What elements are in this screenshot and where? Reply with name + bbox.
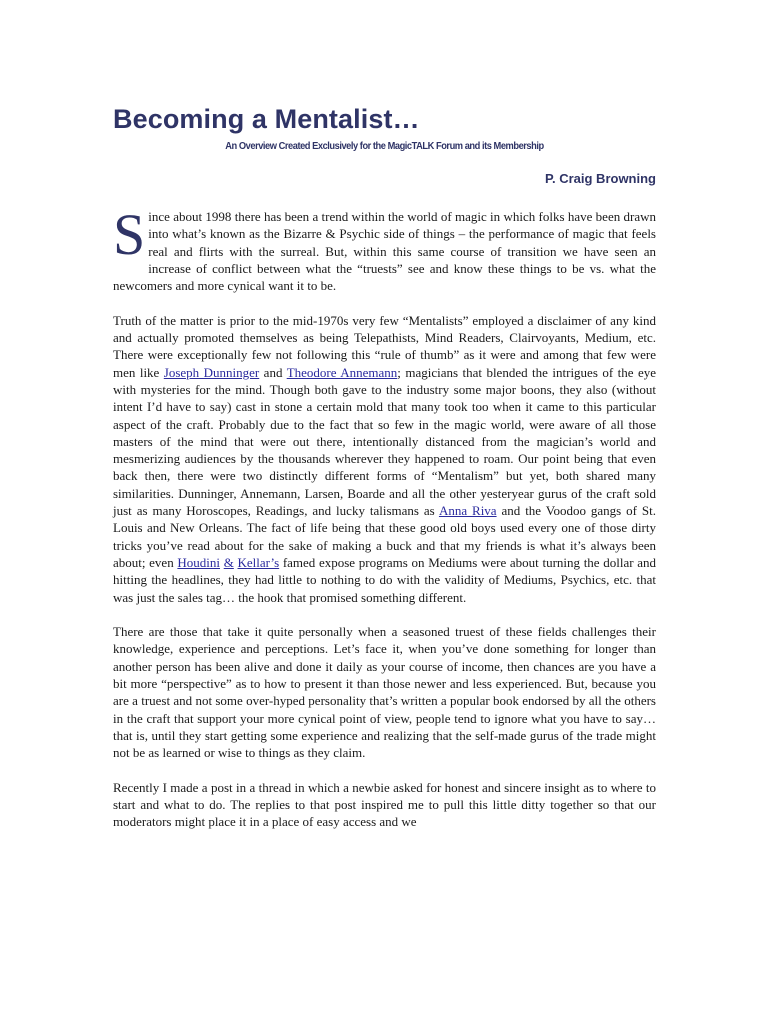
paragraph-1 [113,202,656,294]
link-joseph-dunninger[interactable]: Joseph Dunninger [163,364,260,380]
link-theodore-annemann[interactable]: Theodore Annemann [286,364,398,380]
document-body [113,202,657,848]
paragraph-2 [113,312,656,606]
paragraph-2-text-2: and [259,364,287,380]
document-author: P. Craig Browning [545,171,656,186]
paragraph-4: Recently I made a post in a thread in which a newbie asked for honest and sincere insight as to where to start and what to do. The replies to that post inspired me to pull this little ditty together so that our moderators might place it in a place of easy access and we [113,779,656,830]
paragraph-2-text-7: famed expose programs on Mediums were about turning the dollar and hitting the headlines, they had little to nothing to do with the validity of Mediums, Psychics, etc. that was just the sales tag… the hook that promised something different. [113,554,657,605]
drop-cap: S [113,202,146,267]
document-title: Becoming a Mentalist… [113,104,420,134]
paragraph-3: There are those that take it quite personally when a seasoned truest of these fields challenges their knowledge, experience and perceptions. Let’s face it, when you’ve done something for longer than another person has been alive and done it daily as your course of income, then chances are you have a bit more “perspective” as to how to present it than those newer and less experienced. But, because you are a truest and not some over-hyped personality that’s written a popular book endorsed by all the others in the craft that support your more cynical point of view, people tend to ignore what you have to say… that is, until they start getting some experience and realizing that the self-made gurus of the trade might not be as learned or wise to things as they claim. [113,624,656,761]
paragraph-2-text-1: Truth of the matter is prior to the mid-1970s very few “Mentalists” employed a disclaimer of any kind and actually promoted themselves as being Telepathists, Mind Readers, Clairvoyants, Medium, etc. There were exceptionally few not following this “rule of thumb” as it were and among that few were men like [113,312,656,380]
link-ampersand[interactable]: & [223,554,234,570]
link-houdini[interactable]: Houdini [177,554,221,570]
paragraph-2-text-3: ; magicians that blended the intrigues of the eye with mysteries for the mind. Though both gave to the industry some major boons, they also (without intent I’d have to say) cast in stone a certain mold that many took too when it came to this particular aspect of the craft. Probably due to the fact that so few in the magic world, were aware of all those masters of the mind that were out there, intentionally distanced from the magician’s world and mesmerizing audiences by the thousands wherever they happened to roam. Our point being that even back then, there were two distinctly different forms of “Mentalism” but yet, both shared many similarities. Dunninger, Annemann, Larsen, Boarde and all the other yesteryear gurus of the craft sold just as many Horoscopes, Readings, and lucky talismans as [113,364,656,519]
link-anna-riva[interactable]: Anna Riva [438,503,497,519]
paragraph-1-text: ince about 1998 there has been a trend within the world of magic in which folks have been drawn into what’s known as the Bizarre & Psychic side of things – the performance of magic that feels real and flirts with the surreal. But, within this same course of transition we have seen an increase of conflict between what the “truests” see and know these things to be vs. what the newcomers and more cynical want it to be. [113,209,656,294]
document-subtitle: An Overview Created Exclusively for the MagicTALK Forum and its Membership [225,141,544,152]
link-kellar[interactable]: Kellar’s [237,554,280,570]
paragraph-2-text-4: and the Voodoo gangs of St. Louis and New Orleans. The fact of life being that these good old boys used every one of those dirty tricks you’ve read about for the sake of making a buck and that my friends is what it’s always been about; even [113,503,656,570]
